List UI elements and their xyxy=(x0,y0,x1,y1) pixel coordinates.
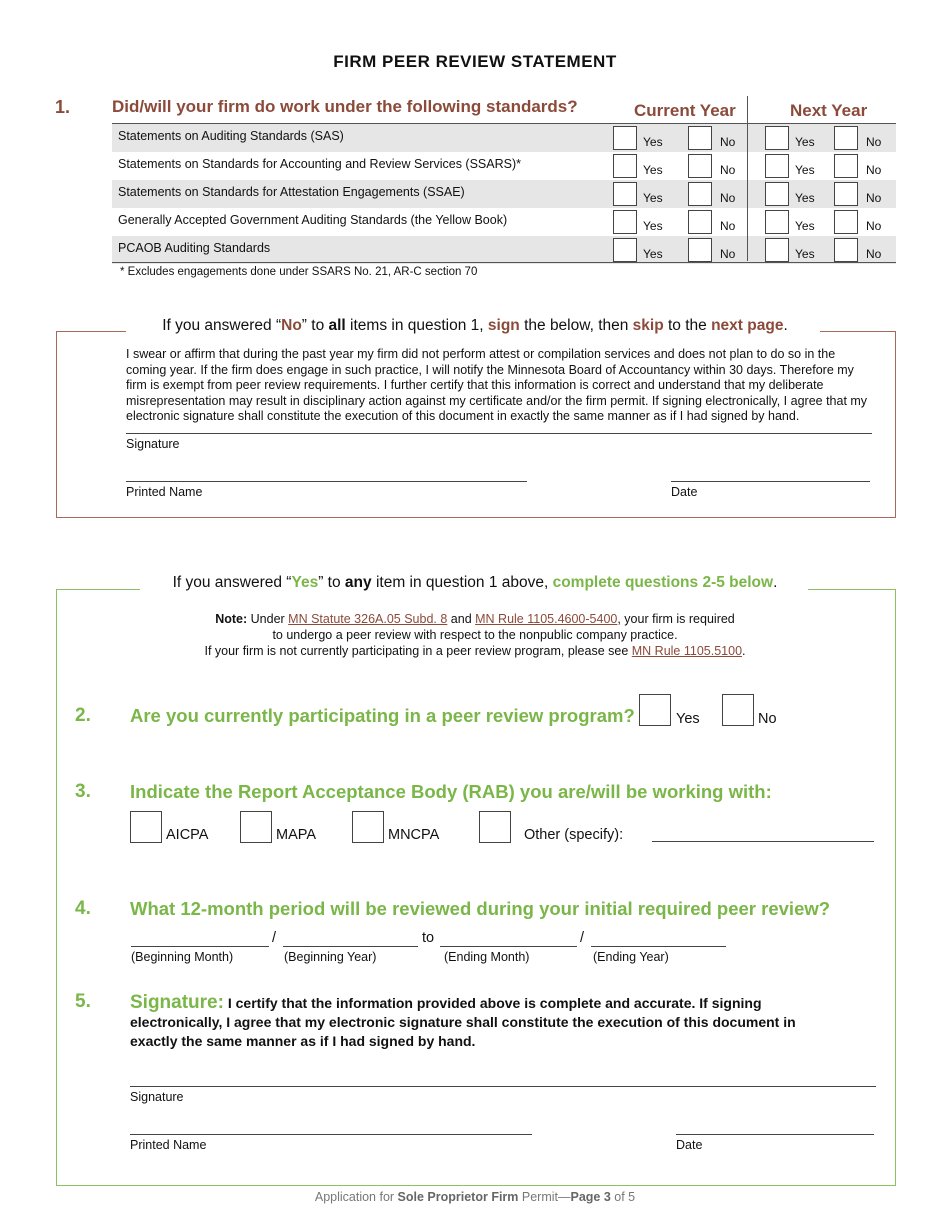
current-no-checkbox[interactable] xyxy=(688,210,712,234)
current-no-checkbox[interactable] xyxy=(688,238,712,262)
q2-no-label: No xyxy=(758,711,777,727)
current-no-checkbox[interactable] xyxy=(688,126,712,150)
ending-year-label: (Ending Year) xyxy=(593,950,669,964)
q5-number: 5. xyxy=(75,991,91,1012)
next-yes-checkbox[interactable] xyxy=(765,210,789,234)
table-bottom-rule xyxy=(112,262,896,263)
next-no-label: No xyxy=(866,219,882,233)
no-signature-line[interactable] xyxy=(126,433,872,434)
rab-mncpa-label: MNCPA xyxy=(388,827,440,843)
current-yes-label: Yes xyxy=(643,163,663,177)
standards-row xyxy=(112,152,896,180)
yes-section-heading: If you answered “Yes” to any item in question 1 above, complete questions 2-5 below. xyxy=(172,574,778,591)
current-no-label: No xyxy=(720,191,736,205)
current-no-label: No xyxy=(720,135,736,149)
q2-yes-label: Yes xyxy=(676,711,700,727)
next-yes-checkbox[interactable] xyxy=(765,154,789,178)
ending-month-line[interactable] xyxy=(440,946,577,947)
current-no-label: No xyxy=(720,247,736,261)
rab-other-specify-line[interactable] xyxy=(652,841,874,842)
ending-month-label: (Ending Month) xyxy=(444,950,530,964)
next-no-checkbox[interactable] xyxy=(834,238,858,262)
standards-row-label: Statements on Auditing Standards (SAS) xyxy=(118,129,344,143)
link-mn-rule-5100[interactable]: MN Rule 1105.5100 xyxy=(631,644,743,658)
next-no-checkbox[interactable] xyxy=(834,126,858,150)
next-yes-label: Yes xyxy=(795,219,815,233)
q5-signature-line[interactable] xyxy=(130,1086,876,1087)
no-signature-label: Signature xyxy=(126,437,180,451)
standards-row-label: Statements on Standards for Attestation Engagements (SSAE) xyxy=(118,185,465,199)
next-no-checkbox[interactable] xyxy=(834,154,858,178)
q1-footnote: * Excludes engagements done under SSARS No. 21, AR-C section 70 xyxy=(120,266,478,278)
rab-aicpa-label: AICPA xyxy=(166,827,209,843)
q5-printed-name-label: Printed Name xyxy=(130,1138,207,1152)
next-no-label: No xyxy=(866,135,882,149)
no-date-label: Date xyxy=(671,485,698,499)
q2-question: Are you currently participating in a peer review program? xyxy=(130,705,635,726)
next-no-label: No xyxy=(866,247,882,261)
next-no-label: No xyxy=(866,191,882,205)
current-yes-checkbox[interactable] xyxy=(613,182,637,206)
q1-question: Did/will your firm do work under the following standards? xyxy=(112,97,578,116)
beginning-month-label: (Beginning Month) xyxy=(131,950,234,964)
next-no-checkbox[interactable] xyxy=(834,210,858,234)
current-yes-checkbox[interactable] xyxy=(613,210,637,234)
rab-other-checkbox[interactable] xyxy=(479,811,511,843)
next-yes-label: Yes xyxy=(795,247,815,261)
current-yes-label: Yes xyxy=(643,135,663,149)
beginning-year-line[interactable] xyxy=(283,946,418,947)
next-no-checkbox[interactable] xyxy=(834,182,858,206)
standards-row xyxy=(112,180,896,208)
current-yes-checkbox[interactable] xyxy=(613,238,637,262)
standards-row-label: Statements on Standards for Accounting and Review Services (SSARS)* xyxy=(118,157,521,171)
standards-row xyxy=(112,124,896,152)
q3-question: Indicate the Report Acceptance Body (RAB) you are/will be working with: xyxy=(130,781,772,802)
next-yes-label: Yes xyxy=(795,135,815,149)
rab-other-label: Other (specify): xyxy=(524,827,624,843)
q3-number: 3. xyxy=(75,781,91,802)
rab-mapa-label: MAPA xyxy=(276,827,317,843)
standards-row xyxy=(112,236,896,264)
current-no-label: No xyxy=(720,219,736,233)
current-yes-checkbox[interactable] xyxy=(613,126,637,150)
beginning-month-line[interactable] xyxy=(131,946,269,947)
rab-mncpa-checkbox[interactable] xyxy=(352,811,384,843)
to-text: to xyxy=(422,930,435,946)
no-printed-name-line[interactable] xyxy=(126,481,527,482)
no-section-heading: If you answered “No” to all items in question 1, sign the below, then skip to the next page. xyxy=(162,317,788,334)
link-mn-statute[interactable]: MN Statute 326A.05 Subd. 8 xyxy=(288,612,448,626)
col-current-year: Current Year xyxy=(634,101,736,120)
q4-number: 4. xyxy=(75,898,91,919)
q5-date-line[interactable] xyxy=(676,1134,874,1135)
ending-year-line[interactable] xyxy=(591,946,726,947)
q5-signature-text: Signature: I certify that the information provided above is complete and accurate. If signing electronically, I agree that my electronic signature shall constitute the execution of this document in exactly the same manner as if I had signed by hand. xyxy=(130,992,796,1049)
next-yes-checkbox[interactable] xyxy=(765,126,789,150)
standards-row xyxy=(112,208,896,236)
current-no-checkbox[interactable] xyxy=(688,154,712,178)
affirmation-text: I swear or affirm that during the past year my firm did not perform attest or compilation services and does not plan to do so in the coming year. If the firm does engage in such practice, I will notify the Minnesota Board of Accountancy within 30 days. Therefore my firm is exempt from peer review requirements. I further certify that this information is correct and understand that my deliberate misrepresentation may result in disciplinary action against my certificate and/or the firm permit. If signing electronically, I agree that my electronic signature shall constitute the execution of this document in exactly the same manner as if I had signed by hand. xyxy=(126,347,868,423)
rab-aicpa-checkbox[interactable] xyxy=(130,811,162,843)
next-no-label: No xyxy=(866,163,882,177)
slash-2: / xyxy=(580,930,585,946)
q2-number: 2. xyxy=(75,705,91,726)
next-yes-label: Yes xyxy=(795,163,815,177)
current-yes-checkbox[interactable] xyxy=(613,154,637,178)
link-mn-rule-4600[interactable]: MN Rule 1105.4600-5400 xyxy=(475,612,618,626)
beginning-year-label: (Beginning Year) xyxy=(284,950,377,964)
current-no-label: No xyxy=(720,163,736,177)
slash-1: / xyxy=(272,930,277,946)
standards-row-label: PCAOB Auditing Standards xyxy=(118,241,271,255)
rab-mapa-checkbox[interactable] xyxy=(240,811,272,843)
q5-signature-label: Signature xyxy=(130,1090,184,1104)
page-footer: Application for Sole Proprietor Firm Permit—Page 3 of 5 xyxy=(314,1190,636,1204)
no-date-line[interactable] xyxy=(671,481,870,482)
current-no-checkbox[interactable] xyxy=(688,182,712,206)
column-divider xyxy=(747,96,748,261)
q1-number: 1. xyxy=(55,97,71,117)
q4-question: What 12-month period will be reviewed during your initial required peer review? xyxy=(130,898,831,919)
q5-date-label: Date xyxy=(676,1138,703,1152)
page-title: FIRM PEER REVIEW STATEMENT xyxy=(333,52,617,71)
yes-section-note: Note: Under MN Statute 326A.05 Subd. 8 and MN Rule 1105.4600-5400, your firm is required to undergo a peer review with respect to the nonpublic company practice. If your firm is not currently participating in a peer review program, please see MN Rule 1105.5100. xyxy=(204,612,746,658)
q2-no-checkbox[interactable] xyxy=(722,694,754,726)
next-yes-checkbox[interactable] xyxy=(765,238,789,262)
next-yes-checkbox[interactable] xyxy=(765,182,789,206)
current-yes-label: Yes xyxy=(643,247,663,261)
no-printed-name-label: Printed Name xyxy=(126,485,203,499)
current-yes-label: Yes xyxy=(643,219,663,233)
current-yes-label: Yes xyxy=(643,191,663,205)
q5-printed-name-line[interactable] xyxy=(130,1134,532,1135)
standards-row-label: Generally Accepted Government Auditing Standards (the Yellow Book) xyxy=(118,213,508,227)
q2-yes-checkbox[interactable] xyxy=(639,694,671,726)
col-next-year: Next Year xyxy=(790,101,868,120)
next-yes-label: Yes xyxy=(795,191,815,205)
